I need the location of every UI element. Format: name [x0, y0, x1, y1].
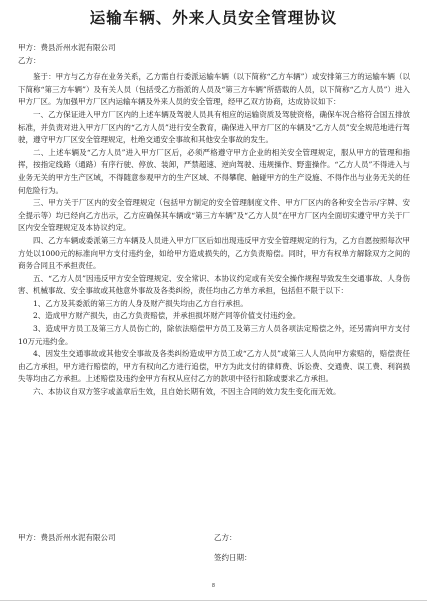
clause-5-item-3: 3、造成甲方员工及第三方人员伤亡的，除依法赔偿甲方员工及第三方人员各项法定赔偿之外，还另需向甲方支付10万元违约金。: [18, 324, 410, 346]
signature-date-row: [18, 548, 410, 568]
party-a-line: 甲方：费县沂州水泥有限公司: [18, 43, 116, 52]
clause-1-paragraph: 一、乙方保证进入甲方厂区内的上述车辆及驾驶人员具有相应的运输资质及驾驶资格，确保车况合格符合国五排放标准，并负责对进入甲方厂区内的“乙方人员”进行安全教育，确保进入甲方厂区的车辆及“乙方人员”安全规范地进行驾驶，遵守甲方厂区安全管理规定，杜绝交通安全事故和其他安全事故的发生。: [18, 109, 410, 145]
clause-2-paragraph: 二、上述车辆及“乙方人员”进入甲方厂区后，必须严格遵守甲方企业的相关安全管理规定，服从甲方的管理和指挥，按指定线路（通路）有序行驶、停放、装卸，严禁超速、逆向驾驶、违规操作、野蛮操作。“乙方人员”不得进入与业务无关的甲方生产区域，不得随意参观甲方的生产区域、不得攀爬、触碰甲方的生产设施、不得作出与业务无关的任何危险行为。: [18, 147, 410, 195]
agreement-body: [18, 42, 410, 399]
clause-5-item-4: 4、因发生交通事故或其他安全事故及各类纠纷造成甲方员工或“乙方人员”或第三人人员向甲方索赔的，赔偿责任由乙方承担，甲方进行赔偿的，甲方有权向乙方进行追偿，甲方为此支付的律师费、诉讼费、交通费、误工费、利润损失等均由乙方承担。上述赔偿及违约金甲方有权从应付乙方的款项中径行扣除或要求乙方承担。: [18, 349, 410, 384]
clause-4-paragraph: 四、乙方车辆或委派第三方车辆及人员进入甲方厂区后如出现违反甲方安全管理规定的行为，乙方自愿按照每次甲方处以1000元的标准向甲方支付违约金，如给甲方造成损失的，乙方负责赔偿。同时，甲方有权单方解除双方之间的商务合同且不承担责任。: [18, 235, 410, 271]
clause-5-item-1: 1、乙方及其委派的第三方的人身及财产损失均由乙方自行承担。: [33, 298, 248, 308]
signature-party-b: 乙方：: [214, 533, 237, 542]
page-title: 运输车辆、外来人员安全管理协议: [89, 9, 338, 27]
signature-row: [18, 528, 410, 548]
clause-5-item-2: 2、造成甲方财产损失，由乙方负责赔偿，并承担损坏财产同等价值支付违约金。: [33, 311, 301, 321]
party-b-line: 乙方：: [18, 55, 41, 65]
signature-block: [18, 528, 410, 568]
clause-3-paragraph: 三、甲方关于厂区内的安全管理规定（包括甲方制定的安全管理制度文件、甲方厂区内的各种安全告示/字牌、安全提示等）均已经向乙方出示，乙方应确保其车辆或“第三方车辆”及“乙方人员”在甲方厂区内全面切实遵守甲方关于厂区内安全管理规定及本协议约定。: [18, 198, 410, 233]
page-number: 8: [211, 583, 216, 589]
footer-divider: [0, 600, 427, 601]
clause-6-paragraph: 六、本协议自双方签字或盖章后生效，且自始长期有效，不因主合同的效力发生变化而无效。: [33, 387, 341, 397]
clause-5-paragraph: 五、“乙方人员”因违反甲方安全管理规定、安全常识、本协议约定或有关安全操作规程导致发生交通事故、人身伤害、机械事故、安全事故或其他意外事故及各类纠纷，责任均由乙方单方承担，包括但不限于以下：: [18, 273, 410, 296]
signature-date: 签约日期：: [214, 553, 252, 562]
signature-party-a: 甲方：费县沂州水泥有限公司: [18, 533, 116, 542]
preamble-paragraph: 鉴于：甲方与乙方存在业务关系，乙方需自行委派运输车辆（以下简称“乙方车辆”）或安排第三方的运输车辆（以下简称“第三方车辆”）及有关人员（包括受乙方指派的人员及“第三方车辆”所搭载的人员，以下简称“乙方人员”）进入甲方厂区。为加强甲方厂区内运输车辆及外来人员的安全管理，经甲乙双方协商，达成协议如下：: [18, 72, 410, 107]
